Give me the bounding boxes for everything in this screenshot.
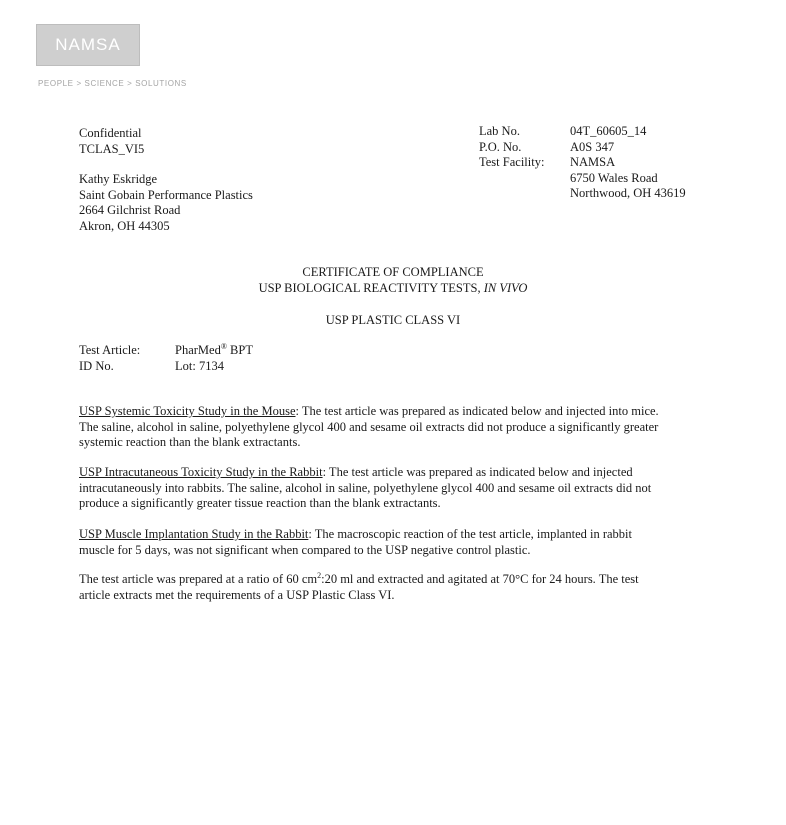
recipient-address (79, 172, 253, 234)
test-article-label: Test Article: (79, 343, 141, 357)
study-text: : The test article was prepared as indicated below and injected (322, 465, 633, 479)
confidential-block (79, 126, 144, 157)
study-text: muscle for 5 days, was not significant when compared to the USP negative control plastic. (79, 542, 531, 557)
facility-street: 6750 Wales Road (570, 170, 658, 185)
preparation-text: :20 ml and extracted and agitated at 70°C for 24 hours. The test (321, 572, 639, 586)
id-value: Lot: 7134 (175, 358, 224, 373)
plastic-class-heading: USP PLASTIC CLASS VI (325, 313, 461, 327)
certificate-title (0, 265, 786, 296)
test-article-name: PharMed (175, 343, 221, 357)
recipient-name: Kathy Eskridge (79, 172, 158, 186)
recipient-company: Saint Gobain Performance Plastics (79, 187, 253, 202)
preparation-text: The test article was prepared at a ratio of 60 cm (79, 572, 318, 586)
study-heading: USP Intracutaneous Toxicity Study in the Rabbit (79, 465, 323, 479)
study-intracutaneous-toxicity (79, 465, 719, 512)
facility-label: Test Facility: (479, 155, 545, 169)
document-code: TCLAS_VI5 (79, 141, 145, 156)
study-heading: USP Muscle Implantation Study in the Rabbit (79, 527, 309, 541)
confidential-label: Confidential (79, 126, 142, 140)
study-heading: USP Systemic Toxicity Study in the Mouse (79, 404, 296, 418)
id-label: ID No. (79, 358, 114, 373)
test-article-labels (79, 343, 140, 374)
study-text: systemic reaction than the blank extractants. (79, 435, 301, 449)
test-article-value (175, 343, 253, 359)
study-text: : The test article was prepared as indicated below and injected into mice. (295, 404, 659, 418)
preparation-paragraph (79, 572, 719, 603)
test-article-values (175, 343, 253, 374)
lab-info-values (570, 124, 686, 202)
study-text: intracutaneously into rabbits. The saline, alcohol in saline, polyethylene glycol 400 and sesame oil extracts did not (79, 480, 652, 495)
logo-text: NAMSA (55, 35, 121, 55)
registered-mark: ® (220, 341, 227, 351)
preparation-text: article extracts met the requirements of a USP Plastic Class VI. (79, 587, 395, 602)
facility-city: Northwood, OH 43619 (570, 186, 686, 200)
po-label: P.O. No. (479, 139, 522, 154)
study-text: The saline, alcohol in saline, polyethylene glycol 400 and sesame oil extracts did not produce a significantly greater (79, 419, 659, 434)
test-article-suffix: BPT (226, 343, 253, 357)
superscript-2: 2 (317, 570, 322, 580)
title-line2-text: USP BIOLOGICAL REACTIVITY TESTS, (258, 280, 484, 295)
title-line1: CERTIFICATE OF COMPLIANCE (302, 265, 484, 279)
study-systemic-toxicity (79, 404, 719, 451)
lab-info-labels (479, 124, 544, 171)
title-line2-italic: IN VIVO (483, 280, 528, 295)
tagline: PEOPLE > SCIENCE > SOLUTIONS (38, 79, 187, 88)
lab-no-value: 04T_60605_14 (570, 124, 647, 138)
title-line2 (0, 281, 786, 297)
po-value: A0S 347 (570, 139, 615, 154)
namsa-logo (36, 24, 140, 66)
study-text: produce a significantly greater tissue reaction than the blank extractants. (79, 496, 441, 510)
facility-name: NAMSA (570, 155, 616, 169)
study-muscle-implantation (79, 527, 719, 558)
study-text: : The macroscopic reaction of the test article, implanted in rabbit (308, 527, 632, 541)
recipient-street: 2664 Gilchrist Road (79, 203, 181, 217)
lab-no-label: Lab No. (479, 124, 520, 138)
recipient-city: Akron, OH 44305 (79, 218, 170, 233)
